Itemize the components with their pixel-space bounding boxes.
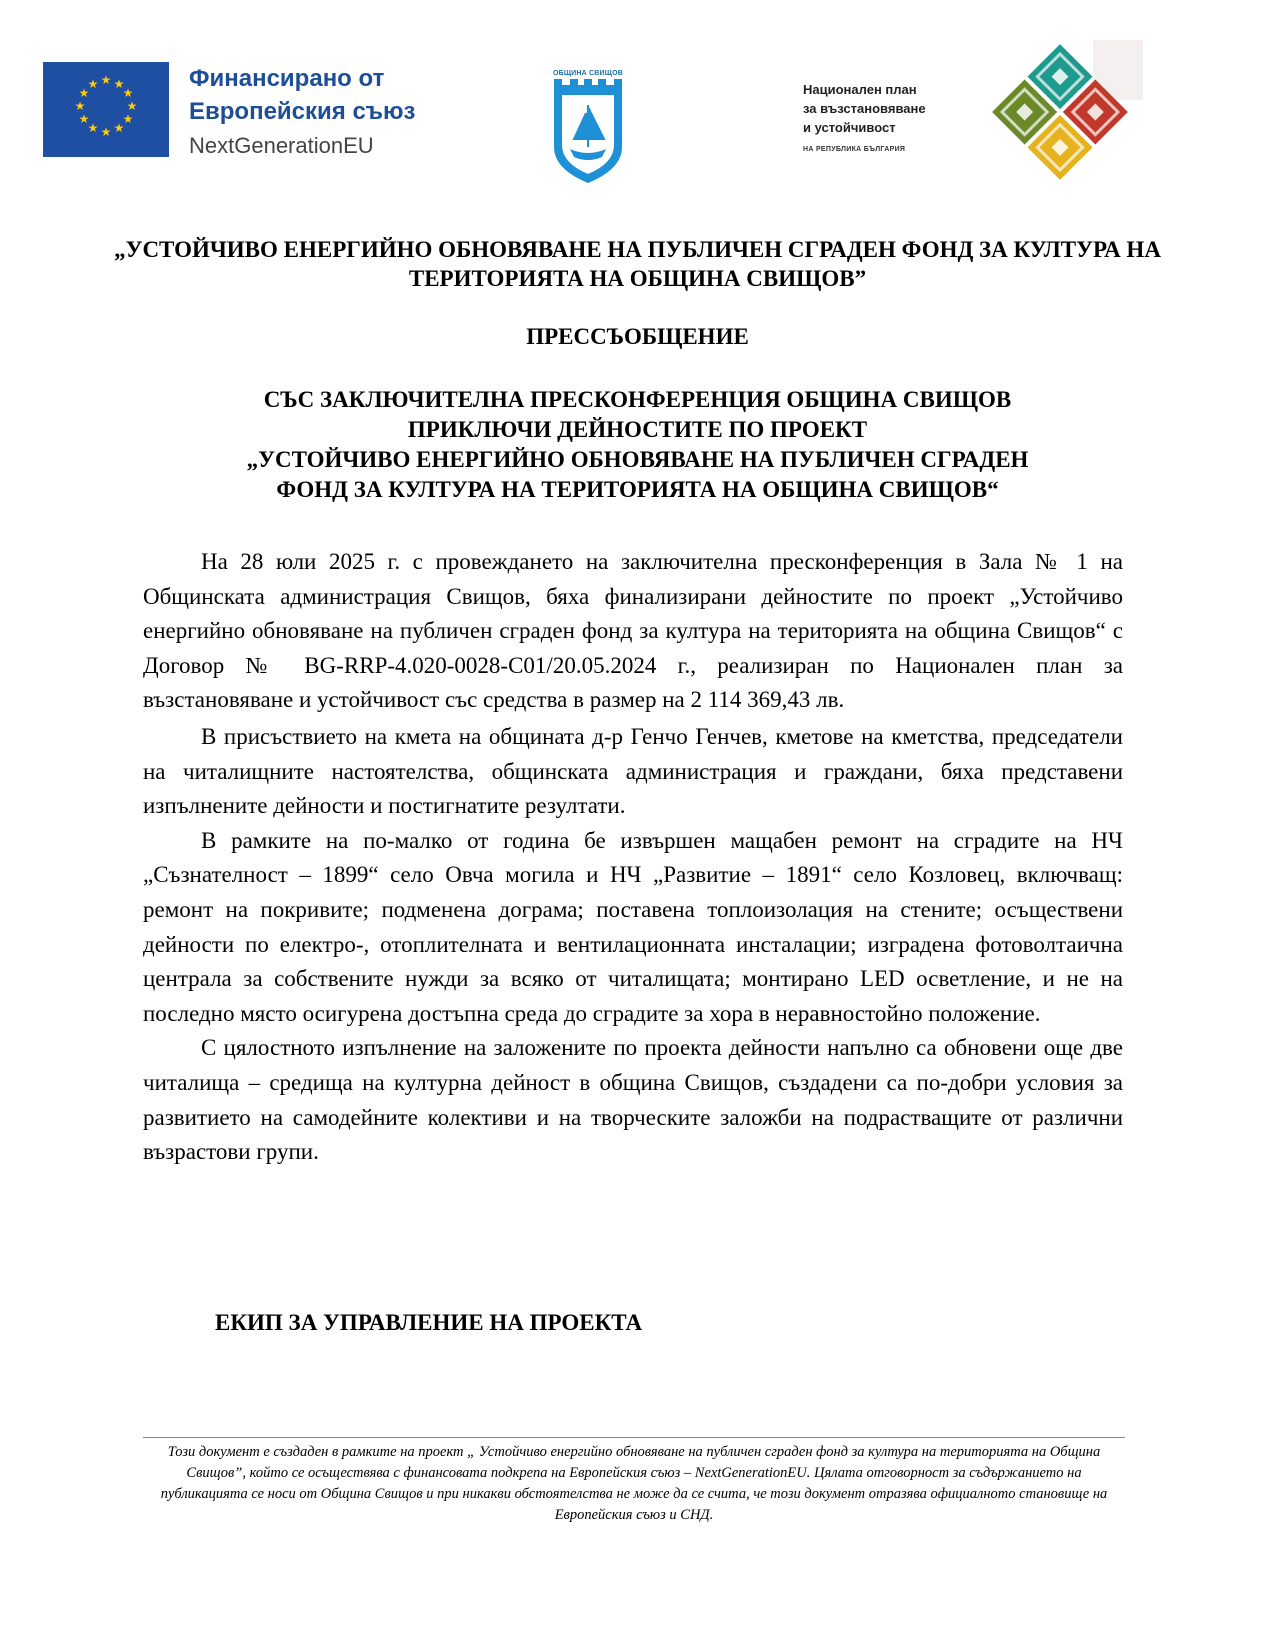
paragraph: В присъствието на кмета на общината д-р Генчо Генчев, кметове на кметства, председатели на читалищните настоятелства, общинската администрация и граждани, бяха представени изпълнените дейности и постигнатите резултати.: [143, 723, 1123, 819]
eu-flag-icon: [43, 62, 169, 157]
municipality-crest-icon: [548, 77, 628, 187]
headline-line1: СЪС ЗАКЛЮЧИТЕЛНА ПРЕСКОНФЕРЕНЦИЯ ОБЩИНА СВИЩОВ: [263, 387, 1012, 412]
recovery-plan-logo-text: [803, 80, 926, 153]
eu-logo-line2: Европейския съюз: [189, 98, 416, 125]
municipality-logo: [548, 70, 628, 188]
headline: [110, 385, 1165, 505]
eu-logo-line1: Финансирано от: [189, 65, 385, 92]
svg-text:★: ★: [100, 73, 112, 87]
svg-text:★: ★: [113, 121, 125, 135]
signature: ЕКИП ЗА УПРАВЛЕНИЕ НА ПРОЕКТА: [215, 1310, 643, 1335]
svg-text:★: ★: [113, 77, 125, 91]
eu-funding-logo: [43, 62, 443, 162]
headline-line2: ПРИКЛЮЧИ ДЕЙНОСТИТЕ ПО ПРОЕКТ: [407, 417, 868, 442]
recovery-plan-line4: НА РЕПУБЛИКА БЪЛГАРИЯ: [803, 146, 906, 153]
svg-text:★: ★: [78, 86, 90, 100]
body-text: [143, 545, 1123, 1170]
svg-text:★: ★: [100, 125, 112, 139]
recovery-plan-emblem-icon: [973, 40, 1143, 195]
svg-text:★: ★: [87, 121, 99, 135]
recovery-plan-line2: за възстановяване: [803, 101, 926, 116]
headline-line4: ФОНД ЗА КУЛТУРА НА ТЕРИТОРИЯТА НА ОБЩИНА СВИЩОВ“: [276, 477, 999, 502]
document-type: ПРЕССЪОБЩЕНИЕ: [526, 324, 749, 349]
recovery-plan-logo: [793, 40, 1263, 200]
municipality-logo-label: ОБЩИНА СВИЩОВ: [552, 70, 624, 77]
svg-text:★: ★: [126, 99, 138, 113]
footer-divider: [143, 1437, 1125, 1438]
paragraph: С цялостното изпълнение на заложените по проекта дейности напълно са обновени още две читалища – средища на културна дейност в община Свищов, създадени са по-добри условия за развитието на самодейните колективи и на творческите заложби на подрастващите от различни възрастови групи.: [143, 1035, 1123, 1165]
eu-logo-text: [189, 62, 415, 162]
svg-text:★: ★: [87, 77, 99, 91]
svg-text:★: ★: [78, 112, 90, 126]
svg-text:★: ★: [122, 112, 134, 126]
recovery-plan-line3: и устойчивост: [803, 120, 896, 135]
svg-text:★: ★: [74, 99, 86, 113]
project-title: „УСТОЙЧИВО ЕНЕРГИЙНО ОБНОВЯВАНЕ НА ПУБЛИЧЕН СГРАДЕН ФОНД ЗА КУЛТУРА НА ТЕРИТОРИЯТА НА ОБЩИНА СВИЩОВ”: [114, 237, 1161, 291]
recovery-plan-line1: Национален план: [803, 82, 917, 97]
eu-logo-line3: NextGenerationEU: [189, 133, 374, 158]
paragraph: На 28 юли 2025 г. с провеждането на заключителна пресконференция в Зала № 1 на Общинската администрация Свищов, бяха финализирани дейностите по проект „Устойчиво енергийно обновяване на публичен сграден фонд за култура на територията на община Свищов“ с Договор № BG-RRP-4.020-0028-C01/20.05.2024 г., реализиран по Национален план за възстановяване и устойчивост със средства в размер на 2 114 369,43 лв.: [143, 549, 1123, 713]
paragraph: В рамките на по-малко от година бе извършен мащабен ремонт на сградите на НЧ „Съзнателност – 1899“ село Овча могила и НЧ „Развитие – 1891“ село Козловец, включващ: ремонт на покривите; подменена дограма; поставена топлоизолация на стените; осъществени дейности по електро-, отоплителната и вентилационната инсталации; изградена фотоволтаична централа за собствените нужди за всяко от читалищата; монтирано LED осветление, и не на последно място осигурена достъпна среда до сградите за хора в неравностойно положение.: [143, 827, 1123, 1026]
svg-text:★: ★: [122, 86, 134, 100]
footer-disclaimer: Този документ е създаден в рамките на проект „ Устойчиво енергийно обновяване на публичен сграден фонд за култура на територията на Община Свищов”, който се осъществява с финансовата подкрепа на Европейския съюз – NextGenerationEU. Цялата отговорност за съдържанието на публикацията се носи от Община Свищов и при никакви обстоятелства не може да се счита, че този документ отразява официалното становище на Европейския съюз и СНД.: [160, 1444, 1108, 1523]
headline-line3: „УСТОЙЧИВО ЕНЕРГИЙНО ОБНОВЯВАНЕ НА ПУБЛИЧЕН СГРАДЕН: [246, 447, 1029, 472]
